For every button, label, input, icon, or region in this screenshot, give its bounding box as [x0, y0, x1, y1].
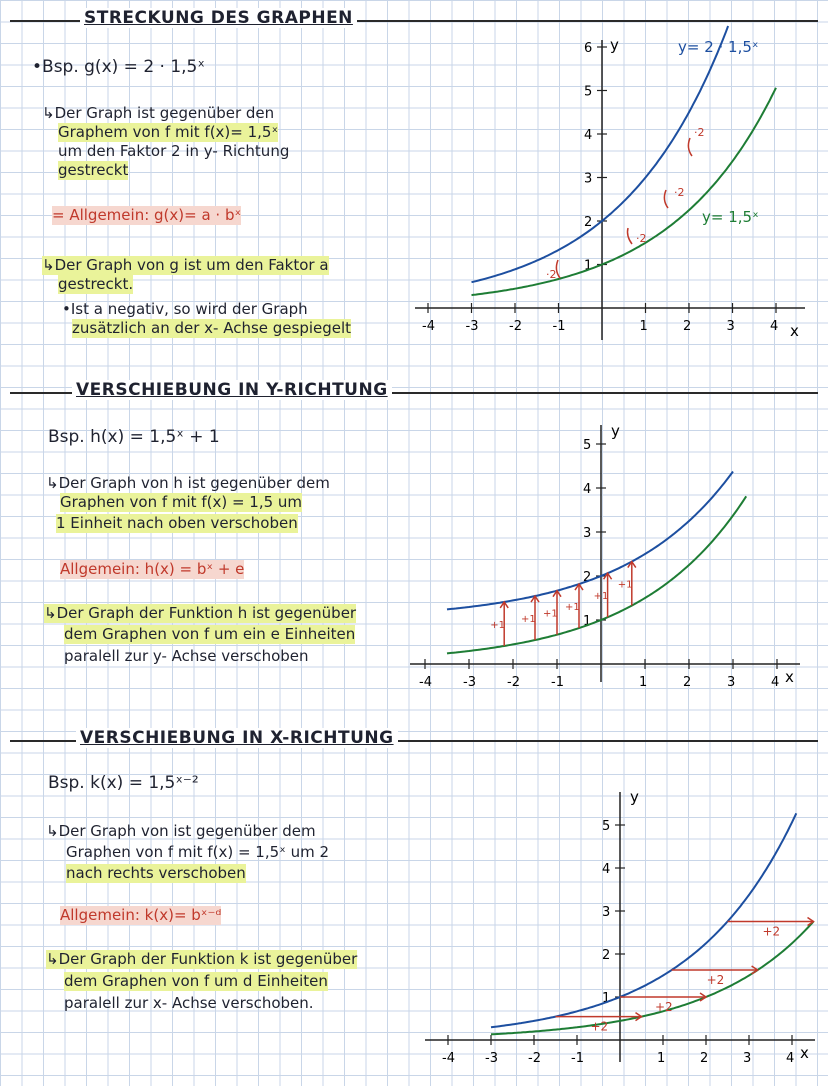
arrow-4	[688, 126, 704, 156]
x-tick-label: -1	[551, 675, 564, 690]
note-1-line-2: gestreckt.	[58, 275, 134, 293]
desc-1-line-4: gestreckt	[58, 161, 129, 179]
y-tick-label: 3	[584, 171, 593, 187]
x-tick-label: -2	[509, 319, 522, 334]
y-tick-label: 5	[602, 819, 611, 834]
x-tick-label: 2	[700, 1051, 709, 1066]
desc-3-line-1: ↳Der Graph von ist gegenüber dem	[46, 822, 316, 840]
x-tick-label: -4	[422, 319, 435, 334]
x-tick-label: 1	[639, 675, 648, 690]
section-rule-left	[10, 740, 76, 742]
arrow-1	[546, 260, 560, 281]
graph-1	[410, 30, 810, 350]
shift-arrows	[556, 918, 814, 1034]
y-tick-label: 1	[583, 614, 592, 629]
y-tick-label: 1	[584, 258, 593, 274]
x-tick-label: 3	[726, 319, 735, 334]
x-axis-label: x	[790, 322, 799, 340]
note-2-line-2: dem Graphen von f um ein e Einheiten	[64, 625, 356, 643]
y-tick-label: 2	[602, 948, 611, 963]
arrow-label: ·2	[636, 232, 647, 245]
note-2-line-1: ↳Der Graph der Funktion h ist gegenüber	[44, 604, 357, 622]
curve-blue	[491, 813, 796, 1027]
shift-arrow-label: +2	[706, 973, 725, 988]
y-tick-label: 5	[583, 438, 592, 453]
x-tick-label: 1	[639, 319, 648, 334]
arrow-label: ·2	[674, 186, 685, 199]
section-rule-right	[288, 20, 818, 22]
desc-2-line-2: Graphen von f mit f(x) = 1,5 um	[60, 493, 303, 511]
x-tick-label: 3	[743, 1051, 752, 1066]
shift-arrow-label: +2	[762, 924, 781, 939]
desc-3-line-3: nach rechts verschoben	[66, 864, 246, 882]
graph-2	[405, 420, 805, 690]
y-tick-label: 3	[583, 526, 592, 541]
arrow-label: ·2	[546, 268, 557, 281]
y-ticks	[602, 819, 625, 1006]
y-tick-label: 1	[602, 991, 611, 1006]
shift-arrow-label: +1	[617, 579, 633, 591]
note-1-line-4: zusätzlich an der x- Achse gespiegelt	[72, 319, 352, 337]
x-tick-label: 2	[683, 319, 692, 334]
desc-3-line-2: Graphen von f mit f(x) = 1,5ˣ um 2	[66, 843, 329, 861]
shift-arrow-label: +2	[655, 1000, 673, 1014]
y-tick-label: 4	[584, 128, 593, 143]
shift-arrow-label: +1	[521, 614, 536, 626]
section-rule-right	[318, 392, 818, 394]
x-tick-label: 1	[657, 1051, 666, 1066]
x-tick-label: -2	[528, 1051, 541, 1066]
arrow-label: ·2	[694, 126, 705, 139]
y-tick-label: 3	[602, 905, 611, 920]
y-tick-label: 5	[584, 84, 593, 100]
x-axis-label: x	[785, 668, 794, 686]
section-heading-1: STRECKUNG DES GRAPHEN	[80, 8, 357, 28]
section-rule-left	[10, 392, 72, 394]
general-formula-2: Allgemein: h(x) = bˣ + e	[60, 560, 245, 578]
section-rule-left	[10, 20, 82, 22]
y-tick-label: 4	[602, 862, 611, 877]
desc-2-line-1: ↳Der Graph von h ist gegenüber dem	[46, 474, 330, 492]
shift-arrow-label: +1	[593, 591, 609, 603]
general-formula-3: Allgemein: k(x)= bˣ⁻ᵈ	[60, 906, 222, 924]
shift-arrow-label: +2	[590, 1019, 609, 1034]
y-axis-label: y	[630, 788, 639, 806]
x-tick-label: -3	[485, 1051, 498, 1066]
x-tick-label: 4	[770, 319, 779, 334]
desc-1-line-2: Graphem von f mit f(x)= 1,5ˣ	[58, 123, 279, 141]
curve-blue-label: y= 2 · 1,5ˣ	[678, 38, 759, 56]
x-axis-label: x	[800, 1044, 809, 1062]
shift-arrow-label: +1	[490, 619, 505, 631]
curve-green	[472, 88, 777, 295]
x-tick-label: -3	[465, 319, 479, 334]
desc-1-line-1: ↳Der Graph ist gegenüber den	[42, 104, 275, 122]
y-tick-label: 2	[583, 570, 592, 585]
note-1-line-3: •Ist a negativ, so wird der Graph	[62, 300, 308, 318]
shift-arrow-label: +1	[543, 608, 558, 620]
curve-blue	[472, 26, 729, 282]
x-tick-label: -1	[552, 319, 566, 334]
note-3-line-2: dem Graphen von f um d Einheiten	[64, 972, 328, 990]
x-tick-label: 2	[683, 675, 692, 690]
shift-arrow-label: +1	[565, 602, 580, 614]
y-tick-label: 6	[584, 41, 593, 56]
desc-2-line-3: 1 Einheit nach oben verschoben	[56, 514, 298, 532]
example-formula-3: Bsp. k(x) = 1,5ˣ⁻²	[48, 773, 199, 793]
desc-1-line-3: um den Faktor 2 in y- Richtung	[58, 142, 290, 160]
x-tick-label: -1	[571, 1051, 584, 1066]
y-axis-label: y	[611, 422, 620, 440]
example-formula-1: •Bsp. g(x) = 2 · 1,5ˣ	[32, 57, 205, 77]
x-tick-label: -4	[442, 1051, 455, 1066]
note-3-line-3: paralell zur x- Achse verschoben.	[64, 994, 314, 1012]
curve-green-label: y= 1,5ˣ	[702, 208, 759, 226]
x-tick-label: -2	[507, 675, 520, 690]
y-axis-label: y	[610, 36, 619, 54]
note-1-line-1: ↳Der Graph von g ist um den Faktor a	[42, 256, 329, 274]
arrow-2	[628, 228, 647, 245]
arrow-3	[664, 186, 684, 208]
y-ticks	[584, 41, 607, 274]
y-tick-label: 4	[583, 482, 592, 497]
note-3-line-1: ↳Der Graph der Funktion k ist gegenüber	[46, 950, 358, 968]
note-2-line-3: paralell zur y- Achse verschoben	[64, 647, 309, 665]
x-tick-label: 4	[786, 1051, 795, 1066]
x-tick-label: 4	[771, 675, 780, 690]
example-formula-2: Bsp. h(x) = 1,5ˣ + 1	[48, 427, 220, 447]
y-tick-label: 2	[584, 215, 593, 230]
graph-3	[420, 782, 820, 1072]
section-heading-2: VERSCHIEBUNG IN Y-RICHTUNG	[72, 380, 392, 400]
general-formula-1: = Allgemein: g(x)= a · bˣ	[52, 206, 242, 224]
x-tick-label: -3	[463, 675, 476, 690]
section-heading-3: VERSCHIEBUNG IN X-RICHTUNG	[76, 728, 398, 748]
x-tick-label: -4	[419, 675, 432, 690]
x-tick-label: 3	[727, 675, 736, 690]
